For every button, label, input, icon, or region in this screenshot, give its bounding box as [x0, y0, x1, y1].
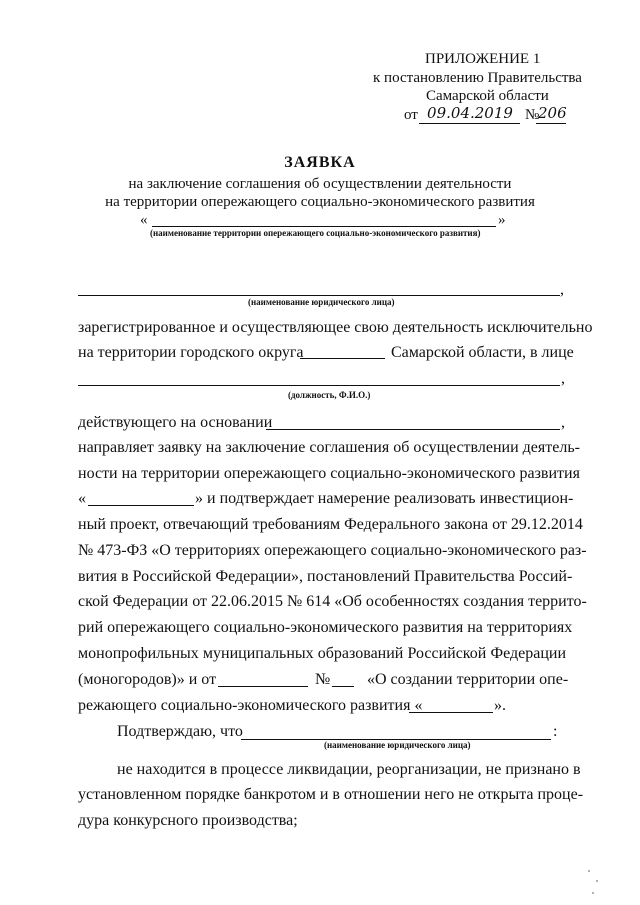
confirm-caption: (наименование юридического лица) — [324, 740, 471, 750]
decree-number-blank — [332, 686, 354, 687]
body-line-6a: « — [78, 490, 86, 507]
body-line-11: рий опережающего социально-экономического развития на территориях — [78, 619, 573, 636]
decree-reference: к постановлению Правительства — [373, 70, 582, 86]
confirm-label: Подтверждаю, что — [117, 723, 243, 740]
scan-speck — [596, 880, 598, 882]
body-line-2a: на территории городского округа — [78, 344, 304, 361]
decree-number: 206 — [538, 104, 567, 122]
body-line-3a: действующего на основании — [78, 414, 273, 431]
title-subline-2: на территории опережающего социально-экономического развития — [105, 194, 535, 210]
basis-line — [266, 429, 560, 430]
body-line-1: зарегистрированное и осуществляющее свою деятельность исключительно — [78, 319, 593, 336]
body-line-6b: » и подтверждает намерение реализовать инвестицион- — [195, 490, 574, 507]
position-caption: (должность, Ф.И.О.) — [288, 390, 371, 400]
number-underline — [536, 123, 566, 124]
appendix-label: ПРИЛОЖЕНИЕ 1 — [425, 51, 541, 67]
body-line-5: ности на территории опережающего социально-экономического развития — [78, 465, 580, 482]
body-line-10: ской Федерации от 22.06.2015 № 614 «Об особенностях создания террито- — [78, 593, 587, 610]
number-label: № — [525, 107, 540, 123]
scan-speck — [588, 870, 590, 872]
body-line-13b: № — [315, 671, 331, 688]
body-line-13c: «О создании территории опе- — [367, 671, 569, 688]
territory-name-blank — [409, 712, 493, 713]
body-line-7: ный проект, отвечающий требованиям Федерального закона от 29.12.2014 — [78, 516, 583, 533]
confirm-colon: : — [553, 723, 558, 740]
territory-blank-line — [88, 505, 194, 506]
document-title: ЗАЯВКА — [284, 154, 356, 171]
decree-date-blank — [218, 686, 308, 687]
paragraph-2-line-2: установленном порядке банкротом и в отношении него не открыта проце- — [78, 786, 584, 803]
legal-entity-caption: (наименование юридического лица) — [248, 297, 395, 307]
date-underline — [419, 123, 520, 124]
body-line-9: вития в Российской Федерации», постановлений Правительства Россий- — [78, 568, 573, 585]
body-line-2b: Самарской области, в лице — [391, 344, 574, 361]
date-label: от — [404, 107, 418, 123]
position-comma: , — [561, 370, 565, 387]
legal-entity-line — [78, 295, 560, 296]
scan-speck — [592, 892, 594, 894]
decree-date: 09.04.2019 — [427, 104, 513, 122]
territory-caption: (наименование территории опережающего социально-экономического развития) — [150, 228, 481, 238]
quote-close: » — [498, 212, 506, 228]
region-name: Самарской области — [426, 88, 549, 104]
position-line — [78, 385, 560, 386]
body-line-13a: (моногородов)» и от — [78, 671, 217, 688]
paragraph-2-line-1: не находится в процессе ликвидации, реорганизации, не признано в — [117, 761, 581, 778]
body-line-4: направляет заявку на заключение соглашения об осуществлении деятель- — [78, 439, 580, 456]
body-line-14a: режающего социально-экономического развития « — [78, 697, 423, 714]
title-subline-1: на заключение соглашения об осуществлении деятельности — [128, 176, 512, 192]
body-line-8: № 473-ФЗ «О территориях опережающего социально-экономического раз- — [78, 542, 587, 559]
territory-name-line — [152, 226, 496, 227]
quote-open: « — [140, 212, 148, 228]
city-district-line — [300, 358, 385, 359]
legal-entity-comma: , — [560, 281, 564, 298]
body-line-14b: ». — [494, 697, 506, 714]
body-line-12: монопрофильных муниципальных образований Российской Федерации — [78, 645, 566, 662]
basis-comma: , — [561, 414, 565, 431]
paragraph-2-line-3: дура конкурсного производства; — [78, 812, 298, 829]
